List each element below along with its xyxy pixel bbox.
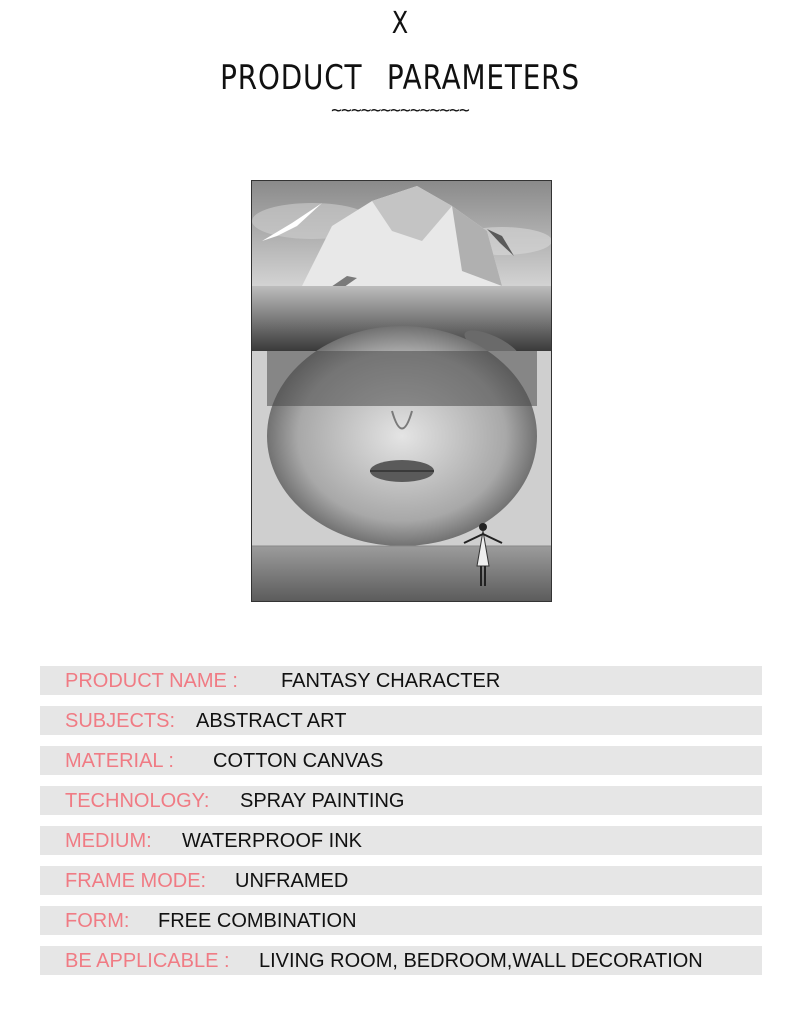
param-label: FRAME MODE: <box>65 870 207 892</box>
param-label: TECHNOLOGY: <box>65 790 210 812</box>
param-value: UNFRAMED <box>235 870 349 892</box>
param-row-medium <box>40 826 762 855</box>
param-label: FORM: <box>65 910 130 932</box>
param-label: SUBJECTS: <box>65 710 176 732</box>
page-title: PRODUCT PARAMETERS <box>220 58 580 98</box>
param-value: ABSTRACT ART <box>196 710 347 732</box>
param-row-form <box>40 906 762 935</box>
param-row-subjects <box>40 706 762 735</box>
param-label: PRODUCT NAME : <box>65 670 238 692</box>
param-row-be-applicable <box>40 946 762 975</box>
param-value: FANTASY CHARACTER <box>281 670 501 692</box>
param-value: COTTON CANVAS <box>213 750 384 772</box>
param-label: MEDIUM: <box>65 830 152 852</box>
param-row-frame-mode <box>40 866 762 895</box>
header-x-mark: X <box>391 6 409 41</box>
param-label: MATERIAL : <box>65 750 174 772</box>
param-value: WATERPROOF INK <box>182 830 362 852</box>
product-artwork-image <box>251 180 552 602</box>
title-tilde-divider: ~~~~~~~~~~~~~~ <box>331 100 469 121</box>
param-value: FREE COMBINATION <box>158 910 357 932</box>
param-value: SPRAY PAINTING <box>240 790 405 812</box>
param-row-product-name <box>40 666 762 695</box>
param-value: LIVING ROOM, BEDROOM,WALL DECORATION <box>259 950 703 972</box>
param-label: BE APPLICABLE : <box>65 950 230 972</box>
param-row-technology <box>40 786 762 815</box>
param-row-material <box>40 746 762 775</box>
